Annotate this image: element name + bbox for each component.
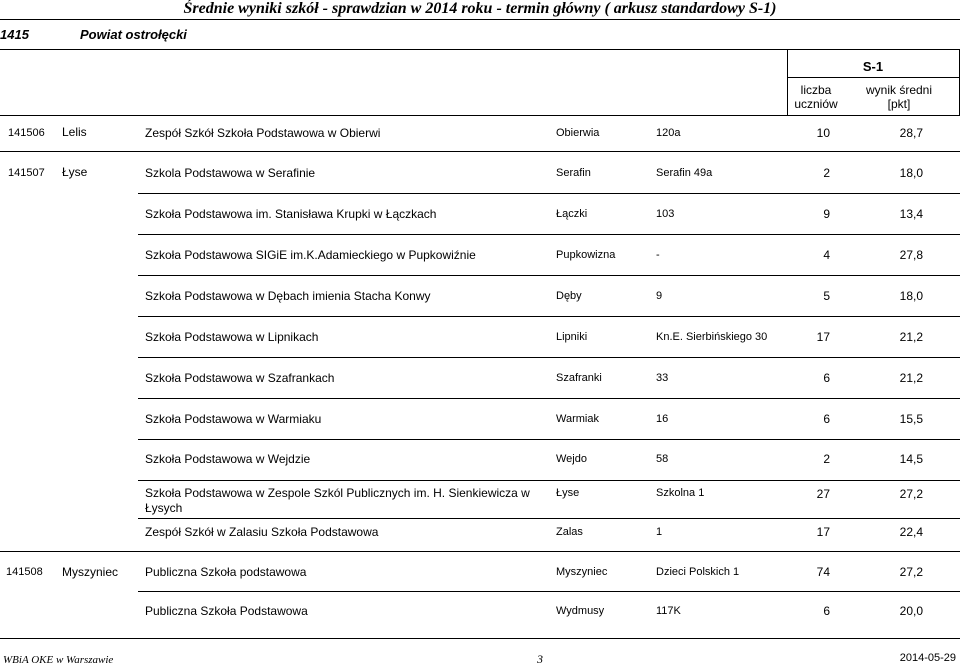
average-score: 27,8 xyxy=(899,248,923,262)
average-score: 27,2 xyxy=(899,565,923,579)
school-town: Łyse xyxy=(556,487,580,499)
average-score: 20,0 xyxy=(899,604,923,618)
school-name: Szkoła Podstawowa w Zespole Szkól Publicznych im. H. Sienkiewicza w xyxy=(145,486,530,500)
school-town: Łączki xyxy=(556,208,588,220)
row-separator xyxy=(138,439,960,440)
row-separator xyxy=(0,551,960,552)
school-name: Szkoła Podstawowa w Wejdzie xyxy=(145,452,311,466)
school-name: Publiczna Szkoła Podstawowa xyxy=(145,604,308,618)
school-address: 120a xyxy=(656,127,681,139)
district-code: 1415 xyxy=(0,27,29,42)
footer-date: 2014-05-29 xyxy=(899,652,956,664)
school-town: Obierwia xyxy=(556,127,600,139)
school-name: Szkoła Podstawowa w Lipnikach xyxy=(145,330,319,344)
header-group-s1: S-1 xyxy=(862,59,884,74)
student-count: 2 xyxy=(823,166,830,180)
average-score: 18,0 xyxy=(899,166,923,180)
school-town: Szafranki xyxy=(556,372,602,384)
school-town: Dęby xyxy=(556,290,582,302)
school-town: Lipniki xyxy=(556,331,588,343)
student-count: 10 xyxy=(816,126,830,140)
school-name: Publiczna Szkoła podstawowa xyxy=(145,565,307,579)
s1-header-divider xyxy=(787,77,959,78)
school-name: Zespół Szkół w Zalasiu Szkoła Podstawowa xyxy=(145,525,379,539)
gmina-code: 141507 xyxy=(8,167,45,179)
student-count: 4 xyxy=(823,248,830,262)
school-address: - xyxy=(656,249,660,261)
school-name: Szkoła Podstawowa w Dębach imienia Stacha Konwy xyxy=(145,289,431,303)
student-count: 17 xyxy=(816,330,830,344)
school-address: 1 xyxy=(656,526,663,538)
school-town: Myszyniec xyxy=(556,566,608,578)
average-score: 14,5 xyxy=(899,452,923,466)
average-score: 22,4 xyxy=(899,525,923,539)
school-name: Szkoła Podstawowa SIGiE im.K.Adamieckiego w Pupkowiźnie xyxy=(145,248,476,262)
district-name: Powiat ostrołęcki xyxy=(80,27,187,42)
title-bottom-line xyxy=(0,19,960,20)
student-count: 27 xyxy=(816,487,830,501)
header-score-line1: wynik średni xyxy=(865,83,933,97)
gmina-name: Myszyniec xyxy=(62,565,119,579)
school-name: Szkoła Podstawowa w Szafrankach xyxy=(145,371,335,385)
student-count: 17 xyxy=(816,525,830,539)
row-separator xyxy=(0,151,960,152)
school-address: Szkolna 1 xyxy=(656,487,705,499)
row-separator xyxy=(138,591,960,592)
average-score: 21,2 xyxy=(899,330,923,344)
gmina-name: Łyse xyxy=(62,165,88,179)
student-count: 6 xyxy=(823,371,830,385)
school-name: Szkoła Podstawowa w Warmiaku xyxy=(145,412,322,426)
average-score: 18,0 xyxy=(899,289,923,303)
row-separator xyxy=(138,193,960,194)
gmina-name: Lelis xyxy=(62,125,87,139)
footer-publisher: WBiA OKE w Warszawie xyxy=(3,654,114,666)
header-count-line2: uczniów xyxy=(794,97,838,111)
school-address: 117K xyxy=(656,605,681,617)
header-count-line1: liczba xyxy=(800,83,832,97)
school-address: 9 xyxy=(656,290,663,302)
gmina-code: 141508 xyxy=(6,566,43,578)
school-name: Zespół Szkół Szkoła Podstawowa w Obierwi xyxy=(145,126,381,140)
row-separator xyxy=(138,275,960,276)
row-separator xyxy=(138,357,960,358)
school-address: 33 xyxy=(656,372,669,384)
school-name-line2: Łysych xyxy=(145,501,183,515)
student-count: 6 xyxy=(823,604,830,618)
school-town: Serafin xyxy=(556,167,591,179)
row-separator xyxy=(138,316,960,317)
school-name: Szkoła Podstawowa im. Stanisława Krupki w Łączkach xyxy=(145,207,437,221)
average-score: 13,4 xyxy=(899,207,923,221)
row-separator xyxy=(138,398,960,399)
student-count: 9 xyxy=(823,207,830,221)
average-score: 21,2 xyxy=(899,371,923,385)
school-address: 16 xyxy=(656,413,669,425)
school-town: Wydmusy xyxy=(556,605,605,617)
school-name: Szkola Podstawowa w Serafinie xyxy=(145,166,316,180)
row-separator xyxy=(138,234,960,235)
student-count: 2 xyxy=(823,452,830,466)
average-score: 28,7 xyxy=(899,126,923,140)
table-bottom-line xyxy=(0,638,960,639)
school-town: Pupkowizna xyxy=(556,249,616,261)
school-town: Zalas xyxy=(556,526,583,538)
average-score: 15,5 xyxy=(899,412,923,426)
school-address: 58 xyxy=(656,453,669,465)
gmina-code: 141506 xyxy=(8,127,45,139)
school-address: Dzieci Polskich 1 xyxy=(656,566,740,578)
student-count: 5 xyxy=(823,289,830,303)
school-town: Warmiak xyxy=(556,413,599,425)
school-address: 103 xyxy=(656,208,675,220)
school-address: Serafin 49a xyxy=(656,167,713,179)
row-separator xyxy=(138,518,960,519)
average-score: 27,2 xyxy=(899,487,923,501)
student-count: 74 xyxy=(816,565,830,579)
header-bottom-line xyxy=(0,115,960,116)
footer-page-number: 3 xyxy=(537,652,543,666)
district-bottom-line xyxy=(0,49,960,50)
school-town: Wejdo xyxy=(556,453,587,465)
header-score-line2: [pkt] xyxy=(887,97,911,111)
page-title: Średnie wyniki szkół - sprawdzian w 2014 roku - termin główny ( arkusz standardowy S-1) xyxy=(183,0,777,17)
student-count: 6 xyxy=(823,412,830,426)
row-separator xyxy=(138,480,960,481)
school-address: Kn.E. Sierbińskiego 30 xyxy=(656,331,768,343)
